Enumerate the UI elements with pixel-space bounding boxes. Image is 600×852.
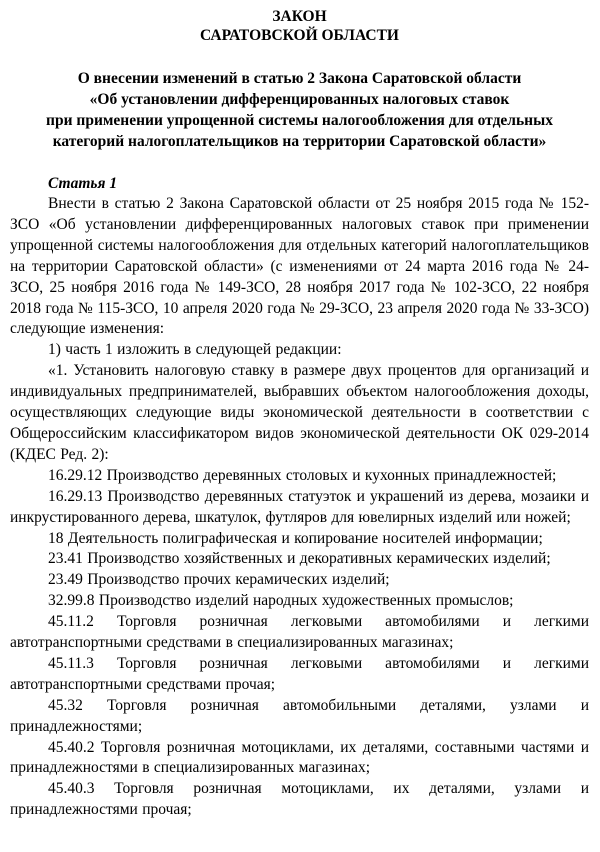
- title-line: «Об установлении дифференцированных налоговых ставок: [89, 91, 510, 108]
- paragraph-activity-45-11-2: 45.11.2 Торговля розничная легковыми автомобилями и легкими автотранспортными средствами в специализированных магазинах;: [10, 613, 589, 652]
- paragraph-item-1: 1) часть 1 изложить в следующей редакции:: [48, 341, 342, 359]
- paragraph-activity-45-40-3: 45.40.3 Торговля розничная мотоциклами, их деталями, узлами и принадлежностями прочая;: [10, 780, 589, 819]
- title-line: при применении упрощенной системы налогообложения для отдельных: [46, 112, 553, 129]
- paragraph-activity-16-29-13: 16.29.13 Производство деревянных статуэток и украшений из дерева, мозаики и инкрустированного дерева, шкатулок, футляров для ювелирных изделий или ножей;: [10, 487, 589, 526]
- header-line-law: ЗАКОН: [272, 8, 327, 25]
- paragraph-activity-18: 18 Деятельность полиграфическая и копирование носителей информации;: [48, 529, 543, 547]
- title-line: О внесении изменений в статью 2 Закона Саратовской области: [77, 70, 522, 87]
- paragraph-activity-23-41: 23.41 Производство хозяйственных и декоративных керамических изделий;: [48, 550, 551, 568]
- paragraph-part-1-text: «1. Установить налоговую ставку в размере двух процентов для организаций и индивидуальных предпринимателей, выбравших объектом налогообложения доходы, осуществляющих следующие виды экономической деятельности в соответствии с Общероссийским классификатором видов экономической деятельности ОК 029-2014 (КДЕС Ред. 2):: [10, 362, 589, 463]
- article-heading: Статья 1: [48, 175, 118, 192]
- document-title: [10, 68, 589, 152]
- paragraph-activity-45-32: 45.32 Торговля розничная автомобильными деталями, узлами и принадлежностями;: [10, 696, 589, 735]
- paragraph-activity-45-11-3: 45.11.3 Торговля розничная легковыми автомобилями и легкими автотранспортными средствами прочая;: [10, 654, 589, 693]
- paragraph-activity-45-40-2: 45.40.2 Торговля розничная мотоциклами, их деталями, составными частями и принадлежностями в специализированных магазинах;: [10, 738, 589, 777]
- title-line: категорий налогоплательщиков на территории Саратовской области»: [52, 133, 547, 150]
- header-line-region: САРАТОВСКОЙ ОБЛАСТИ: [200, 27, 399, 44]
- paragraph-activity-16-29-12: 16.29.12 Производство деревянных столовых и кухонных принадлежностей;: [48, 466, 557, 484]
- paragraph-activity-32-99-8: 32.99.8 Производство изделий народных художественных промыслов;: [48, 592, 514, 610]
- paragraph-amendment-intro: Внести в статью 2 Закона Саратовской области от 25 ноября 2015 года № 152-ЗСО «Об установлении дифференцированных налоговых ставок при применении упрощенной системы налогообложения для отдельных категорий налогоплательщиков на территории Саратовской области» (с изменениями от 24 марта 2016 года № 24-ЗСО, 25 ноября 2016 года № 149-ЗСО, 28 ноября 2017 года № 102-ЗСО, 22 ноября 2018 года № 115-ЗСО, 10 апреля 2020 года № 29-ЗСО, 23 апреля 2020 года № 33-ЗСО) следующие изменения:: [10, 195, 589, 338]
- document-header: [10, 7, 589, 45]
- paragraph-activity-23-49: 23.49 Производство прочих керамических изделий;: [48, 571, 390, 589]
